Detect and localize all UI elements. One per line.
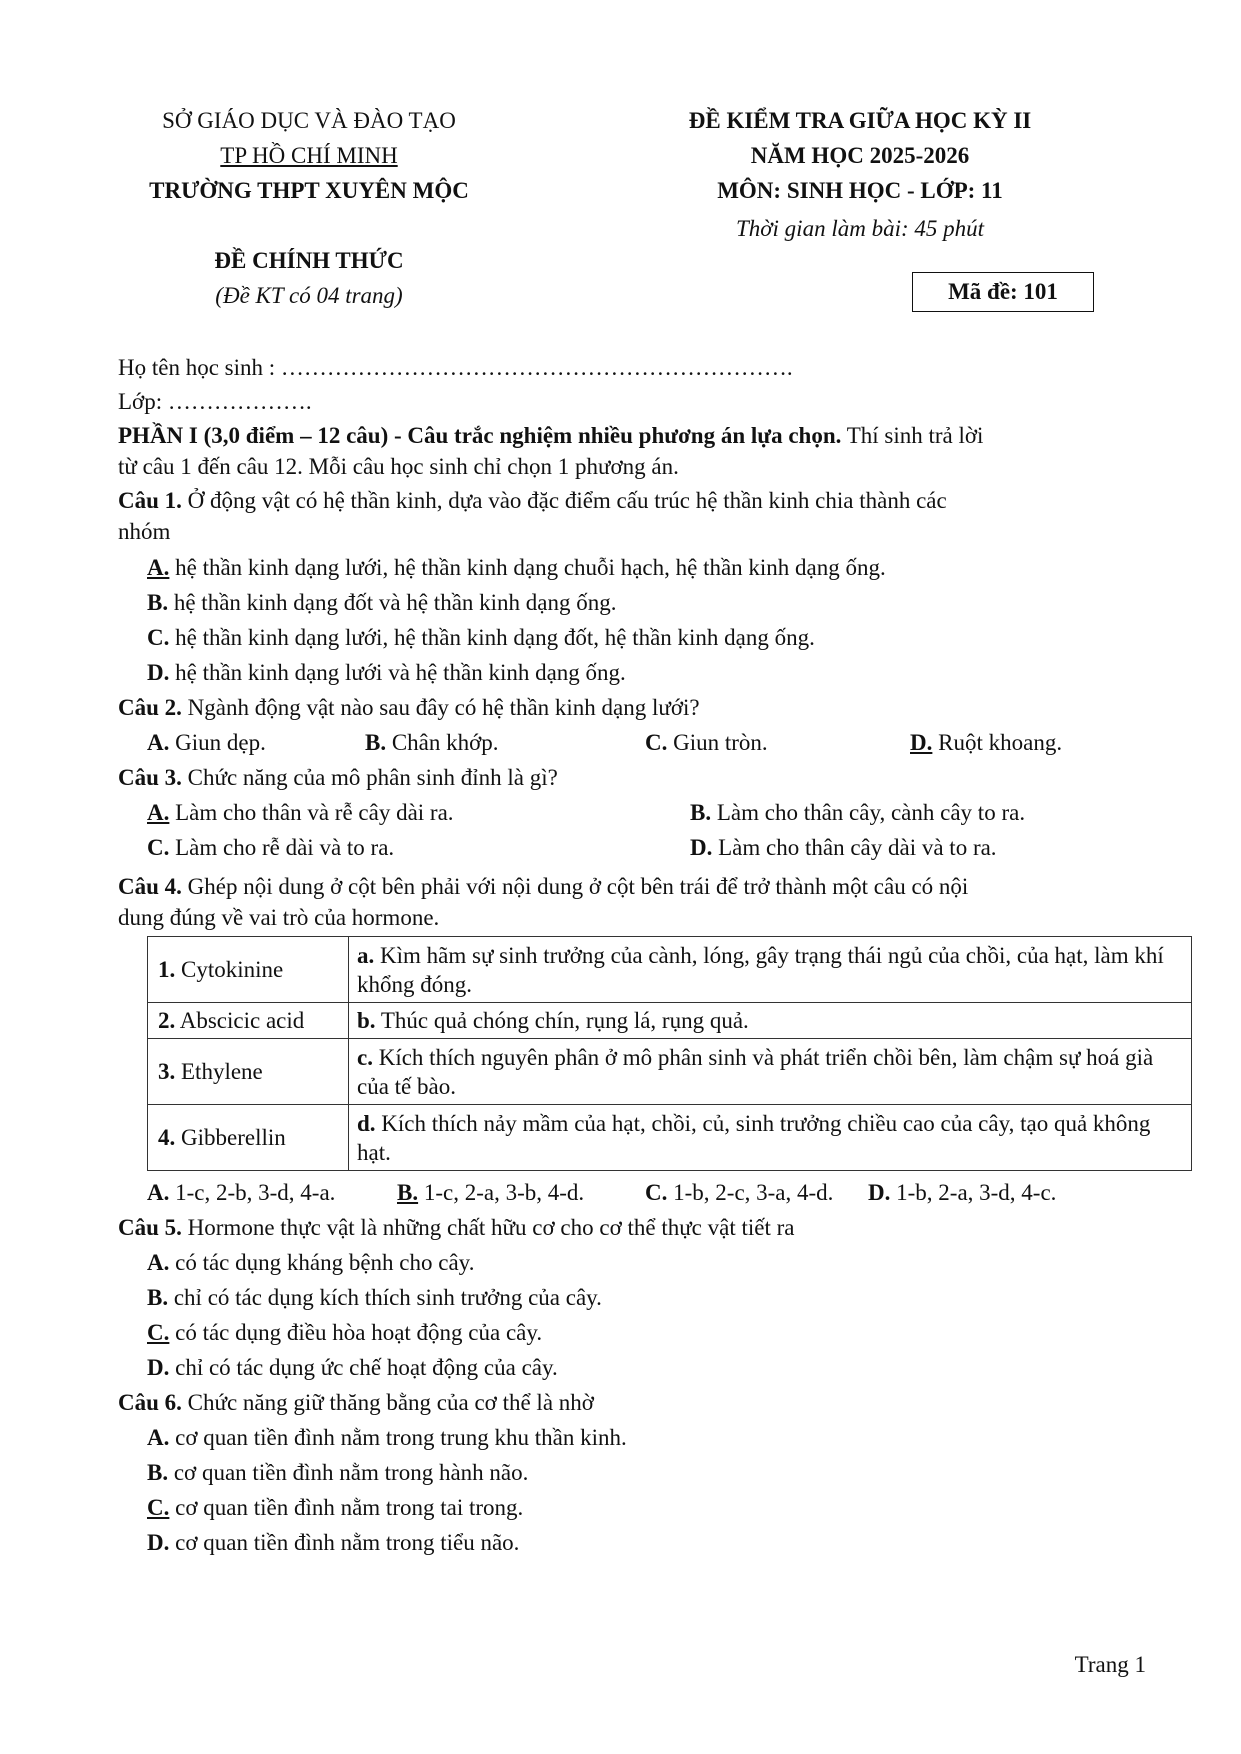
q3-option-c: C. Làm cho rễ dài và to ra. [147, 835, 395, 860]
q6-option-c: C. cơ quan tiền đình nằm trong tai trong. [147, 1495, 524, 1520]
question-4-cont: dung đúng về vai trò của hormone. [118, 905, 440, 930]
q3-option-d: D. Làm cho thân cây dài và to ra. [690, 835, 997, 860]
q4-option-a: A. 1-c, 2-b, 3-d, 4-a. [147, 1180, 336, 1205]
table-row [148, 1003, 1192, 1039]
table-cell-right: c. Kích thích nguyên phân ở mô phân sinh và phát triển chồi bên, làm chậm sự hoá già của tế bào. [349, 1039, 1192, 1105]
q4-option-d: D. 1-b, 2-a, 3-d, 4-c. [868, 1180, 1057, 1205]
q2-option-d: D. Ruột khoang. [910, 730, 1063, 755]
question-3: Câu 3. Chức năng của mô phân sinh đỉnh là gì? [118, 765, 558, 790]
question-6: Câu 6. Chức năng giữ thăng bằng của cơ thể là nhờ [118, 1390, 594, 1415]
q5-option-b: B. chỉ có tác dụng kích thích sinh trưởng của cây. [147, 1285, 602, 1310]
table-row [148, 1039, 1192, 1105]
student-class-line: Lớp: ………………. [118, 389, 312, 414]
table-cell-left: 3. Ethylene [148, 1039, 349, 1105]
part1-instruction: từ câu 1 đến câu 12. Mỗi câu học sinh chỉ chọn 1 phương án. [118, 454, 679, 479]
school-year: NĂM HỌC 2025-2026 [750, 143, 970, 168]
student-name-line: Họ tên học sinh : …………………………………………………………. [118, 355, 793, 380]
q2-option-b: B. Chân khớp. [365, 730, 499, 755]
table-cell-left: 2. Abscicic acid [148, 1003, 349, 1039]
q5-option-c: C. có tác dụng điều hòa hoạt động của cây. [147, 1320, 543, 1345]
q1-option-a: A. hệ thần kinh dạng lưới, hệ thần kinh dạng chuỗi hạch, hệ thần kinh dạng ống. [147, 555, 886, 580]
q5-option-a: A. có tác dụng kháng bệnh cho cây. [147, 1250, 475, 1275]
q1-option-d: D. hệ thần kinh dạng lưới và hệ thần kinh dạng ống. [147, 660, 626, 685]
q6-option-a: A. cơ quan tiền đình nằm trong trung khu thần kinh. [147, 1425, 627, 1450]
q1-option-b: B. hệ thần kinh dạng đốt và hệ thần kinh dạng ống. [147, 590, 617, 615]
q6-option-b: B. cơ quan tiền đình nằm trong hành não. [147, 1460, 529, 1485]
exam-time: Thời gian làm bài: 45 phút [735, 216, 985, 241]
part1-title: PHẦN I (3,0 điểm – 12 câu) - Câu trắc nghiệm nhiều phương án lựa chọn. Thí sinh trả lời [118, 423, 984, 448]
official-label: ĐỀ CHÍNH THỨC [214, 248, 404, 273]
q2-option-c: C. Giun tròn. [645, 730, 768, 755]
q3-option-a: A. Làm cho thân và rễ cây dài ra. [147, 800, 454, 825]
table-cell-left: 4. Gibberellin [148, 1105, 349, 1171]
table-cell-right: a. Kìm hãm sự sinh trưởng của cành, lóng, gây trạng thái ngủ của chồi, của hạt, làm khí khổng đóng. [349, 937, 1192, 1003]
question-1-cont: nhóm [118, 519, 171, 544]
table-row [148, 937, 1192, 1003]
question-4: Câu 4. Ghép nội dung ở cột bên phải với nội dung ở cột bên trái để trở thành một câu có nội [118, 874, 969, 899]
subject: MÔN: SINH HỌC - LỚP: 11 [717, 178, 1003, 203]
q4-option-c: C. 1-b, 2-c, 3-a, 4-d. [645, 1180, 834, 1205]
table-cell-right: d. Kích thích nảy mầm của hạt, chồi, củ, sinh trưởng chiều cao của cây, tạo quả không hạt. [349, 1105, 1192, 1171]
q4-option-b: B. 1-c, 2-a, 3-b, 4-d. [397, 1180, 585, 1205]
question-5: Câu 5. Hormone thực vật là những chất hữu cơ cho cơ thể thực vật tiết ra [118, 1215, 795, 1240]
exam-title: ĐỀ KIỂM TRA GIỮA HỌC KỲ II [688, 108, 1032, 133]
exam-code-box: Mã đề: 101 [912, 272, 1094, 312]
q1-option-c: C. hệ thần kinh dạng lưới, hệ thần kinh dạng đốt, hệ thần kinh dạng ống. [147, 625, 815, 650]
table-cell-left: 1. Cytokinine [148, 937, 349, 1003]
q6-option-d: D. cơ quan tiền đình nằm trong tiểu não. [147, 1530, 520, 1555]
table-cell-right: b. Thúc quả chóng chín, rụng lá, rụng quả. [349, 1003, 1192, 1039]
school-department: SỞ GIÁO DỤC VÀ ĐÀO TẠO [162, 108, 456, 133]
pages-note: (Đề KT có 04 trang) [215, 283, 403, 308]
question-2: Câu 2. Ngành động vật nào sau đây có hệ thần kinh dạng lưới? [118, 695, 700, 720]
school-city: TP HỒ CHÍ MINH [220, 143, 398, 168]
table-row [148, 1105, 1192, 1171]
q3-option-b: B. Làm cho thân cây, cành cây to ra. [690, 800, 1026, 825]
question-1: Câu 1. Ở động vật có hệ thần kinh, dựa vào đặc điểm cấu trúc hệ thần kinh chia thành các [118, 488, 947, 513]
q2-option-a: A. Giun dẹp. [147, 730, 266, 755]
page-number: Trang 1 [1074, 1652, 1146, 1677]
hormone-matching-table [147, 936, 1192, 1171]
q5-option-d: D. chỉ có tác dụng ức chế hoạt động của cây. [147, 1355, 558, 1380]
school-name: TRƯỜNG THPT XUYÊN MỘC [149, 178, 469, 203]
